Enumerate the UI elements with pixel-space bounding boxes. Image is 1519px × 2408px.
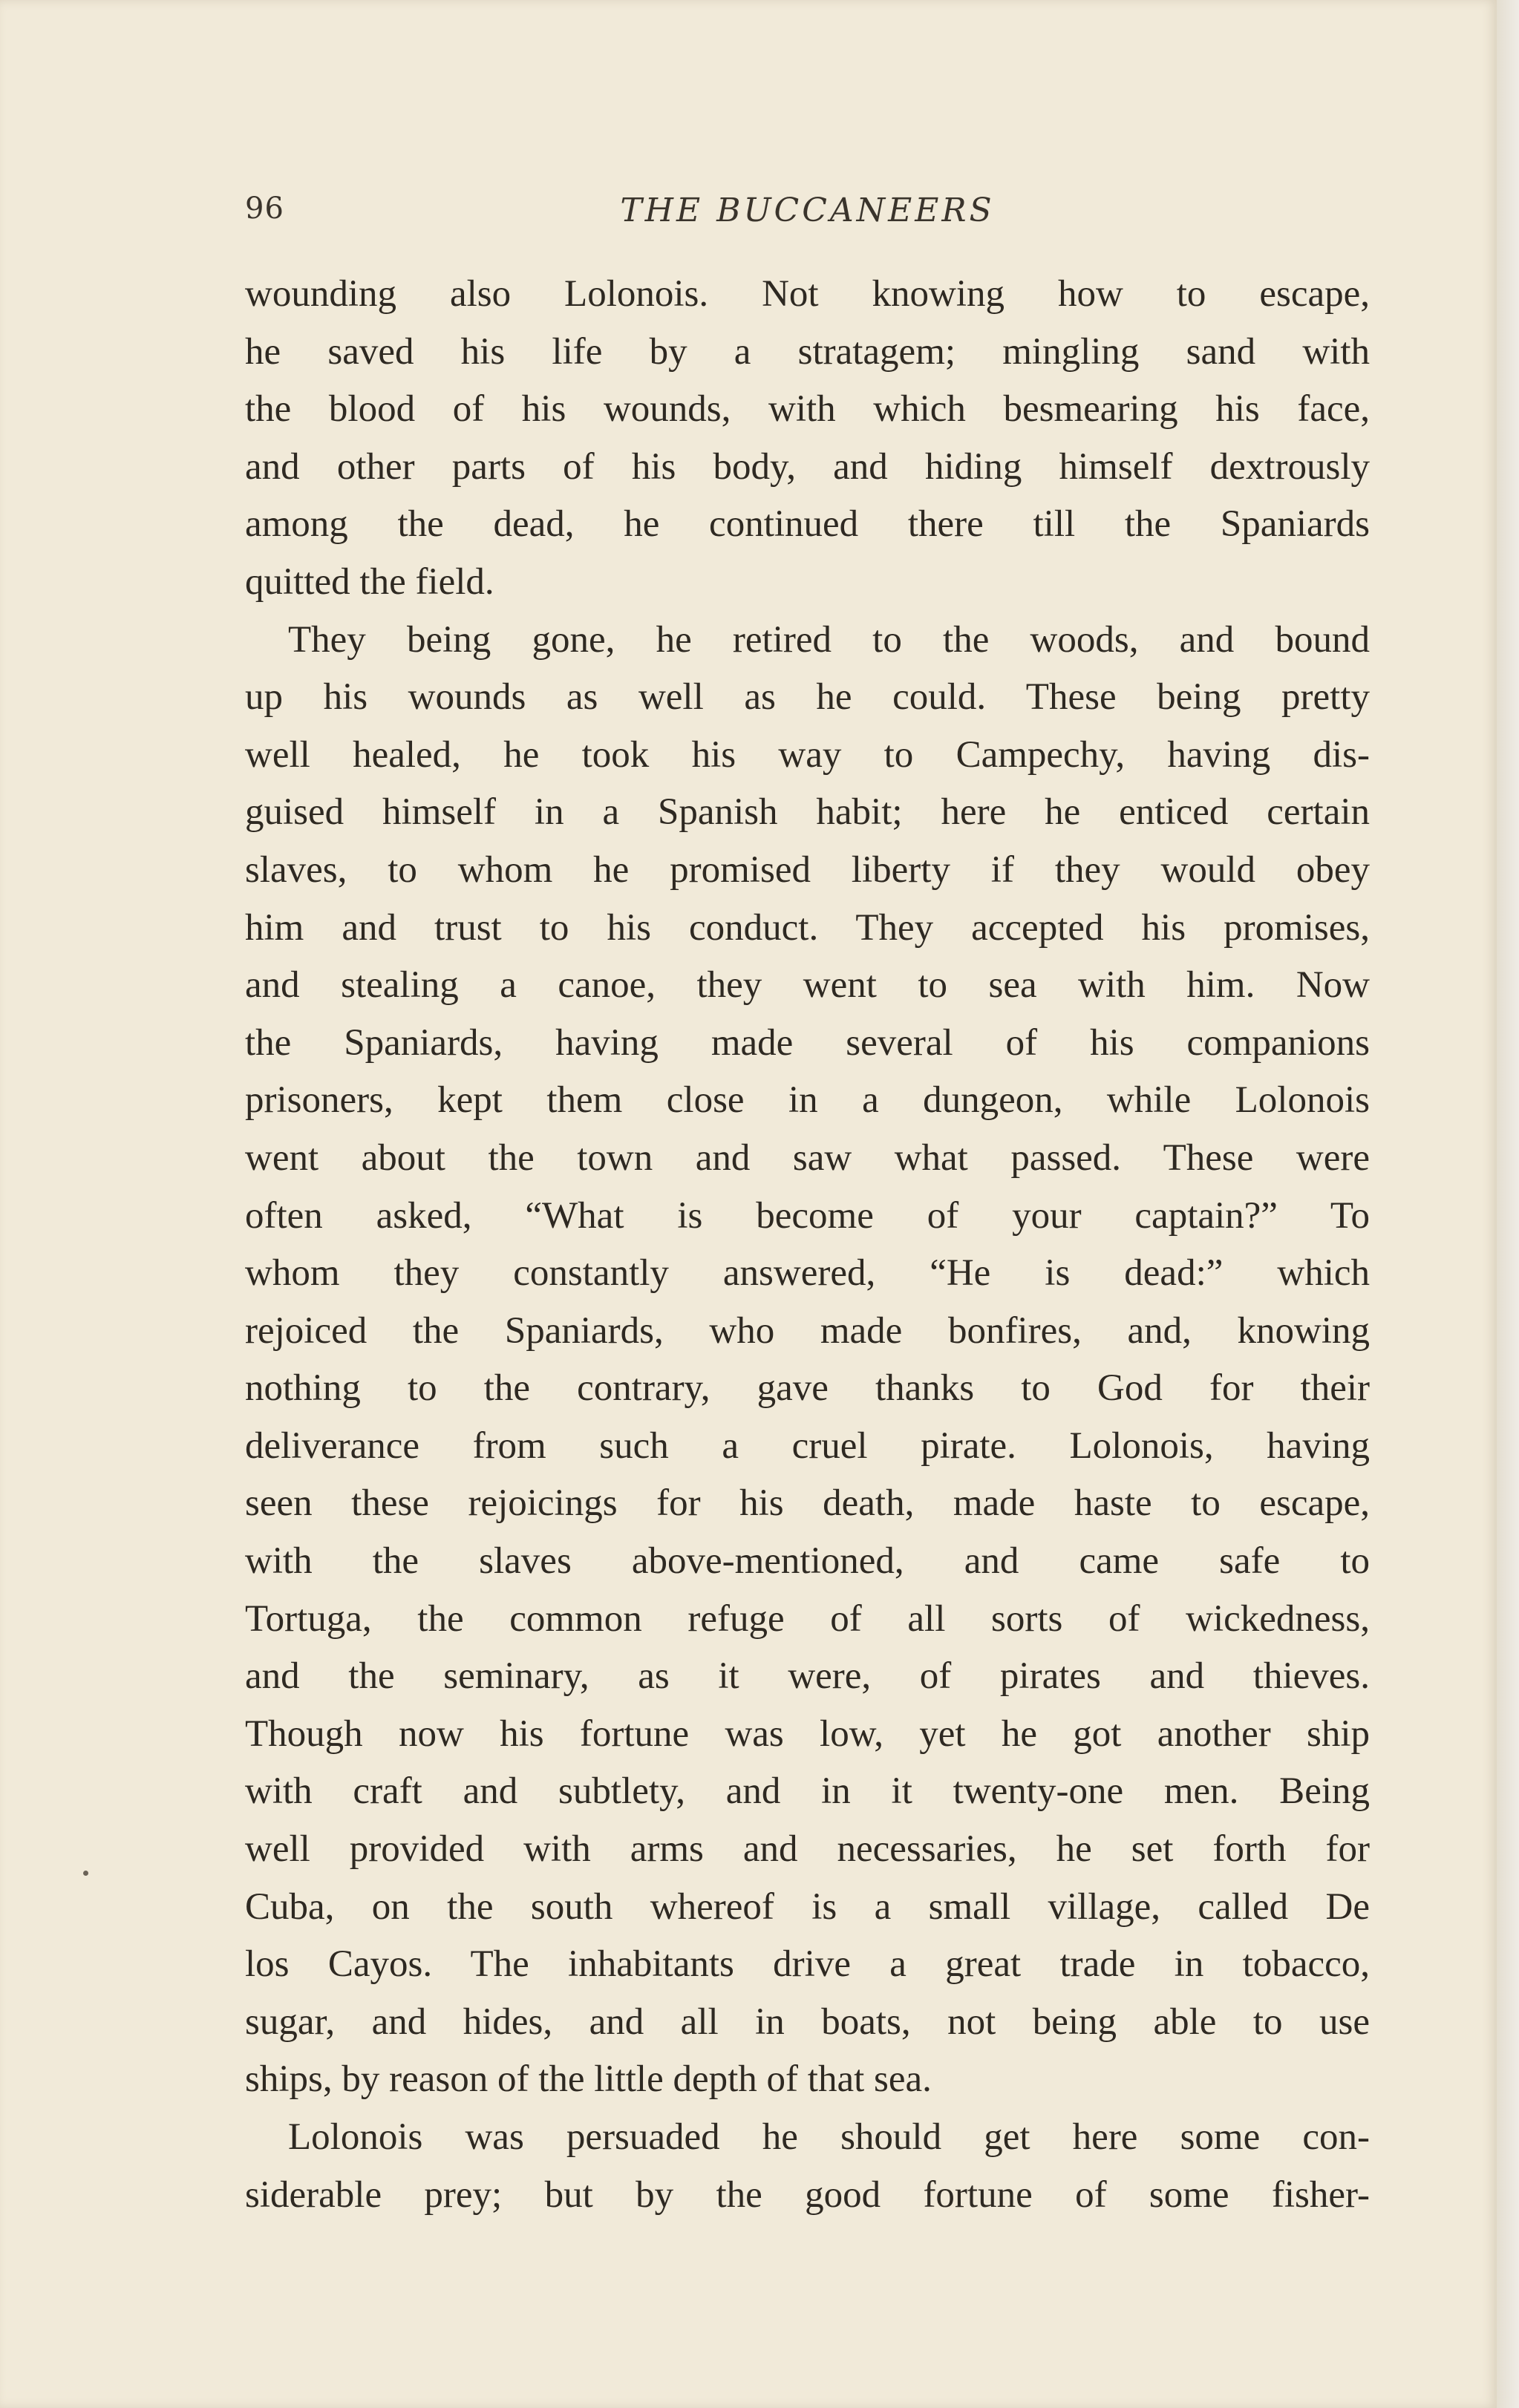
text-line: guised himself in a Spanish habit; here he enticed certain xyxy=(245,791,1370,834)
text-line: prisoners, kept them close in a dungeon, while Lolonois xyxy=(245,1079,1370,1122)
text-line: with craft and subtlety, and in it twenty-one men. Being xyxy=(245,1770,1370,1813)
text-line: They being gone, he retired to the woods, and bound xyxy=(288,618,1370,661)
page-edge xyxy=(1497,0,1519,2408)
text-line: with the slaves above-mentioned, and came safe to xyxy=(245,1540,1370,1583)
text-line: he saved his life by a stratagem; mingling sand with xyxy=(245,330,1370,373)
text-line: went about the town and saw what passed. These were xyxy=(245,1136,1370,1179)
paper-speck xyxy=(83,1871,88,1876)
page-header xyxy=(245,192,1370,236)
text-line: whom they constantly answered, “He is dead:” which xyxy=(245,1252,1370,1295)
text-line: up his wounds as well as he could. These being pretty xyxy=(245,676,1370,719)
text-line: slaves, to whom he promised liberty if they would obey xyxy=(245,848,1370,891)
text-line: often asked, “What is become of your captain?” To xyxy=(245,1194,1370,1237)
text-line: him and trust to his conduct. They accepted his promises, xyxy=(245,906,1370,949)
text-line: sugar, and hides, and all in boats, not being able to use xyxy=(245,2000,1370,2043)
text-line: Cuba, on the south whereof is a small village, called De xyxy=(245,1885,1370,1928)
text-line: quitted the field. xyxy=(245,560,494,603)
text-line: well healed, he took his way to Campechy, having dis- xyxy=(245,733,1370,776)
text-line: and the seminary, as it were, of pirates and thieves. xyxy=(245,1655,1370,1698)
text-line: and other parts of his body, and hiding himself dextrously xyxy=(245,445,1370,488)
body-text xyxy=(245,266,1370,2224)
running-title: THE BUCCANEERS xyxy=(620,192,995,229)
text-line: and stealing a canoe, they went to sea with him. Now xyxy=(245,964,1370,1007)
text-line: Lolonois was persuaded he should get here some con- xyxy=(288,2116,1370,2158)
text-line: nothing to the contrary, gave thanks to God for their xyxy=(245,1367,1370,1410)
text-line: well provided with arms and necessaries, he set forth for xyxy=(245,1828,1370,1871)
text-line: siderable prey; but by the good fortune of some fisher- xyxy=(245,2173,1370,2216)
text-line: los Cayos. The inhabitants drive a great trade in tobacco, xyxy=(245,1943,1370,1986)
text-line: Tortuga, the common refuge of all sorts of wickedness, xyxy=(245,1597,1370,1640)
text-line: rejoiced the Spaniards, who made bonfires, and, knowing xyxy=(245,1309,1370,1352)
text-line: ships, by reason of the little depth of that sea. xyxy=(245,2058,932,2101)
page-number: 96 xyxy=(245,192,284,226)
text-line: Though now his fortune was low, yet he got another ship xyxy=(245,1712,1370,1755)
text-line: wounding also Lolonois. Not knowing how to escape, xyxy=(245,273,1370,315)
text-line: seen these rejoicings for his death, made haste to escape, xyxy=(245,1482,1370,1525)
text-line: among the dead, he continued there till the Spaniards xyxy=(245,503,1370,546)
text-line: the blood of his wounds, with which besmearing his face, xyxy=(245,388,1370,431)
text-line: the Spaniards, having made several of his companions xyxy=(245,1021,1370,1064)
text-line: deliverance from such a cruel pirate. Lolonois, having xyxy=(245,1424,1370,1467)
